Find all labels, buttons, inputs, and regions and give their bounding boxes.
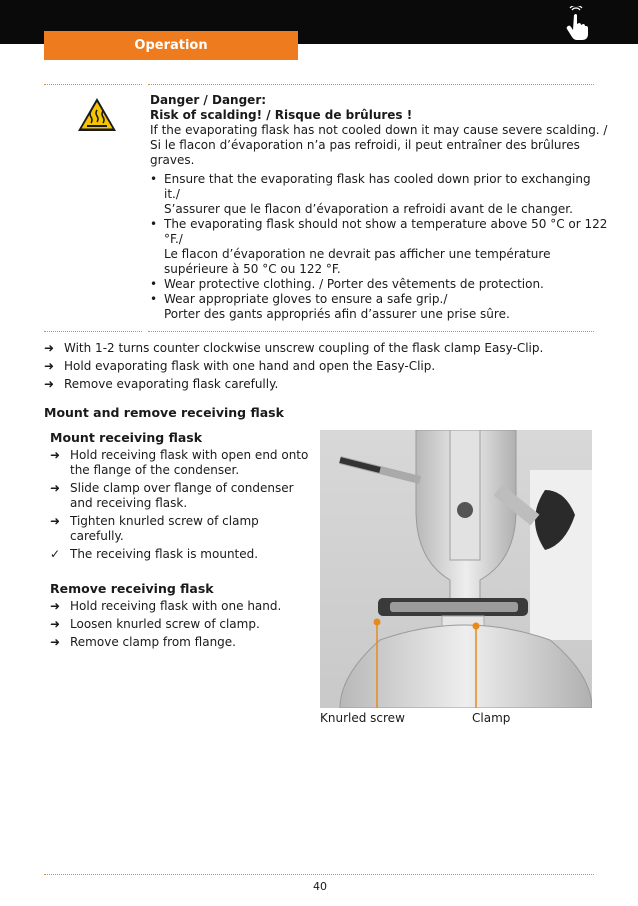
step-item: ➜ Hold receiving flask with one hand. — [50, 599, 282, 613]
check-icon: ✓ — [50, 547, 61, 561]
section-heading: Mount and remove receiving flask — [44, 405, 284, 420]
arrow-icon: ➜ — [50, 599, 61, 613]
danger-bullet: • Wear appropriate gloves to ensure a safe grip./ Porter des gants appropriés afin d’assurer une prise sûre. — [150, 292, 610, 322]
footer-divider — [44, 874, 594, 875]
step-item: ➜ Remove clamp from flange. — [50, 635, 236, 649]
step-item: ➜ Hold evaporating flask with one hand and open the Easy-Clip. — [44, 359, 436, 373]
receiving-flask-instructions — [50, 430, 310, 653]
touch-hand-icon — [562, 6, 592, 40]
warning-top-divider — [44, 84, 142, 85]
warning-top-divider-right — [148, 84, 594, 85]
danger-notice — [150, 93, 610, 322]
caption-clamp: Clamp — [472, 711, 511, 725]
receiving-flask-photo — [320, 430, 592, 708]
remove-evaporating-flask-steps — [44, 341, 604, 395]
arrow-icon: ➜ — [44, 341, 55, 355]
caption-knurled-screw: Knurled screw — [320, 711, 405, 725]
arrow-icon: ➜ — [50, 617, 61, 631]
step-item: ➜ Tighten knurled screw of clamp carefully. — [50, 514, 259, 543]
step-item: ➜ Slide clamp over flange of condenser and receiving flask. — [50, 481, 294, 510]
warning-bottom-divider — [44, 331, 142, 332]
danger-bullet-list — [150, 172, 610, 322]
danger-subtitle: Risk of scalding! / Risque de brûlures ! — [150, 108, 413, 122]
danger-bullet: • Wear protective clothing. / Porter des vêtements de protection. — [150, 277, 610, 292]
section-title: Operation — [44, 31, 298, 60]
remove-heading: Remove receiving flask — [50, 581, 214, 596]
step-item: ➜ Remove evaporating flask carefully. — [44, 377, 279, 391]
step-item: ➜ With 1-2 turns counter clockwise unscrew coupling of the flask clamp Easy-Clip. — [44, 341, 544, 355]
danger-bullet: • Ensure that the evaporating flask has cooled down prior to exchanging it./ S’assurer que le flacon d’évaporation a refroidi avant de le changer. — [150, 172, 610, 217]
mount-heading: Mount receiving flask — [50, 430, 203, 445]
warning-bottom-divider-right — [148, 331, 594, 332]
danger-bullet: • The evaporating flask should not show a temperature above 50 °C or 122 °F./ Le flacon d’évaporation ne devrait pas afficher une température supérieure à 50 °C ou 122 °F. — [150, 217, 610, 277]
result-item: ✓ The receiving flask is mounted. — [50, 547, 259, 561]
arrow-icon: ➜ — [50, 514, 61, 528]
danger-title: Danger / Danger: — [150, 93, 267, 107]
danger-intro-en: If the evaporating flask has not cooled down it may cause severe scalding. / — [150, 123, 608, 137]
arrow-icon: ➜ — [50, 481, 61, 495]
arrow-icon: ➜ — [44, 377, 55, 391]
arrow-icon: ➜ — [44, 359, 55, 373]
page-number: 40 — [313, 880, 327, 893]
arrow-icon: ➜ — [50, 635, 61, 649]
danger-intro-fr: Si le flacon d’évaporation n’a pas refroidi, il peut entraîner des brûlures graves. — [150, 138, 580, 167]
step-item: ➜ Loosen knurled screw of clamp. — [50, 617, 260, 631]
arrow-icon: ➜ — [50, 448, 61, 462]
step-item: ➜ Hold receiving flask with open end onto the flange of the condenser. — [50, 448, 309, 477]
hot-surface-warning-icon — [77, 97, 117, 132]
